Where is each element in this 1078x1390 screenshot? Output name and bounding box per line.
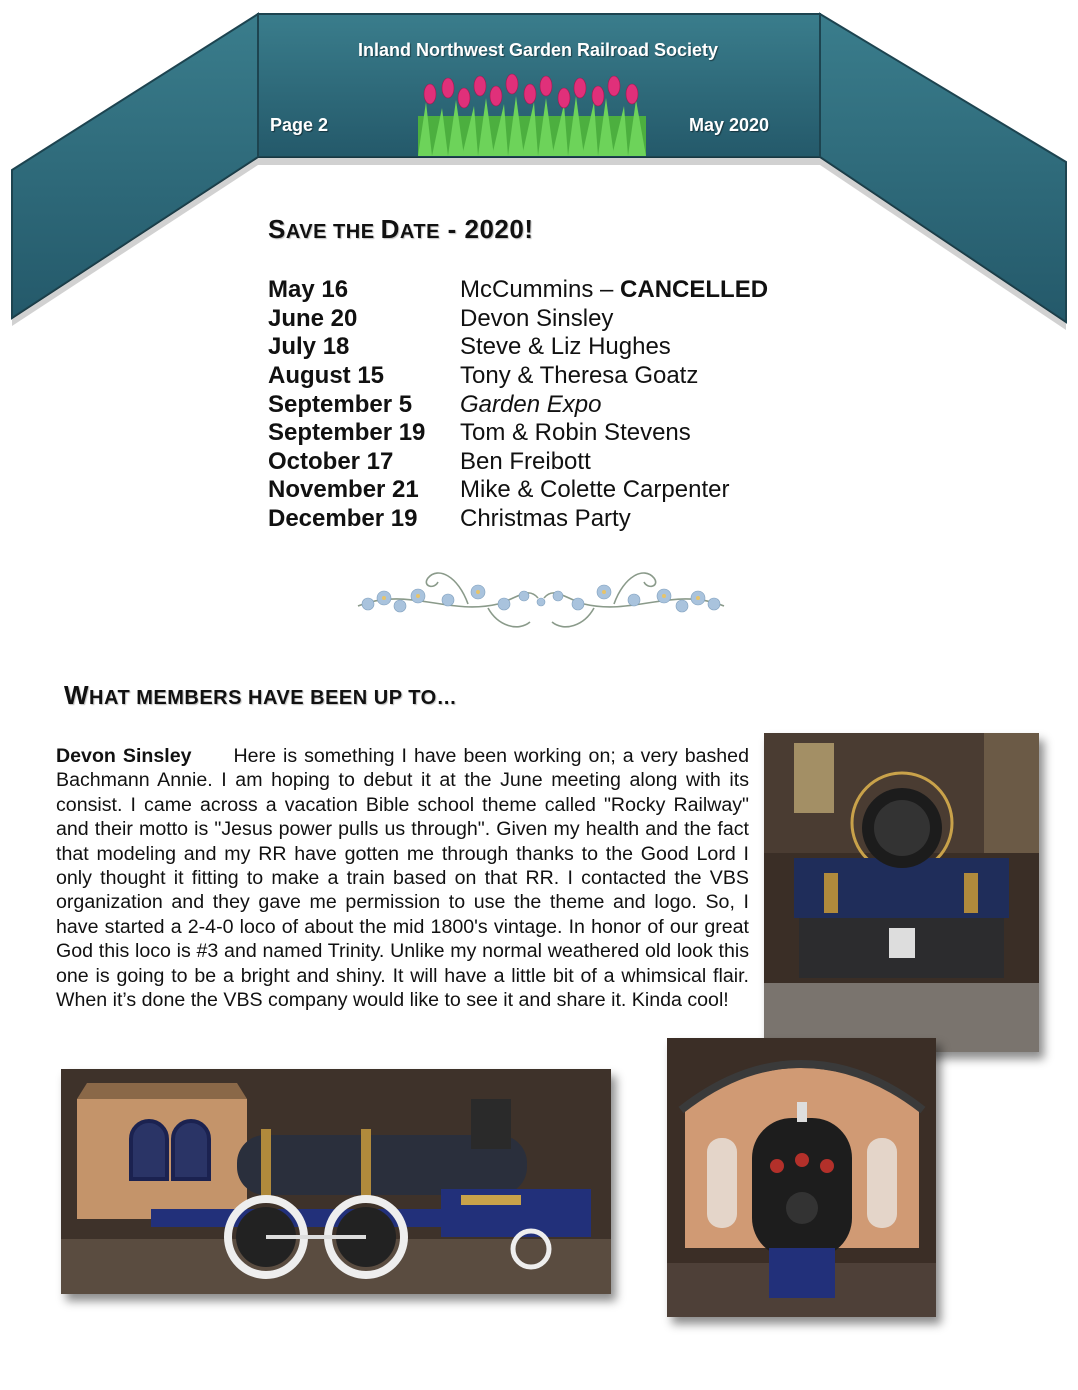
- event-host: Tom & Robin Stevens: [460, 419, 691, 447]
- schedule-row: [268, 476, 828, 505]
- event-date: September 5: [268, 390, 413, 418]
- save-the-date-title: SAVE THE DATE - 2020!: [268, 214, 534, 244]
- event-host: Garden Expo: [460, 390, 602, 418]
- event-host: McCummins – CANCELLED: [460, 276, 769, 304]
- event-date: August 15: [268, 362, 385, 390]
- event-date: November 21: [268, 476, 419, 504]
- locomotive-cab-photo: [667, 1038, 936, 1317]
- schedule-row: [268, 276, 828, 305]
- event-date: June 20: [268, 304, 358, 332]
- tulip-flowers-image: [418, 72, 646, 156]
- event-host: Ben Freibott: [460, 447, 591, 475]
- issue-date: May 2020: [689, 115, 770, 135]
- event-schedule: [268, 276, 828, 533]
- event-host: Christmas Party: [460, 505, 631, 533]
- schedule-row: [268, 333, 828, 362]
- schedule-row: [268, 362, 828, 391]
- event-date: May 16: [268, 276, 349, 304]
- schedule-row: [268, 505, 828, 534]
- schedule-row: [268, 390, 828, 419]
- event-date: December 19: [268, 505, 418, 533]
- member-article: [56, 744, 749, 1012]
- schedule-row: [268, 448, 828, 477]
- article-author: Devon Sinsley: [56, 745, 192, 767]
- schedule-row: [268, 419, 828, 448]
- event-date: October 17: [268, 447, 394, 475]
- event-host: Steve & Liz Hughes: [460, 333, 671, 361]
- society-name: Inland Northwest Garden Railroad Society: [357, 40, 719, 60]
- event-host: Tony & Theresa Goatz: [460, 362, 699, 390]
- floral-divider-ornament: [348, 556, 734, 640]
- article-body: Here is something I have been working on; a very bashed Bachmann Annie. I am hoping to debut it at the June meeting along with its consist. I came across a vacation Bible school theme called "Rocky Railway" and their motto is "Jesus power pulls us through". Given my health and the fact that modeling and my RR have gotten me through thanks to the Good Lord I only thought it fitting to make a train based on that RR. I contacted the VBS organization and they gave me permission to use the theme and logo. So, I have started a 2-4-0 loco of about the mid 1800's vintage. In honor of our great God this loco is #3 and named Trinity. Unlike my normal weathered old look this one is going to be a bright and shiny. It will have a little bit of a whimsical flair. When it’s done the VBS company would like to see it and share it. Kinda cool!: [56, 745, 749, 1012]
- event-host: Devon Sinsley: [460, 304, 614, 332]
- event-host: Mike & Colette Carpenter: [460, 476, 730, 504]
- locomotive-side-photo: [61, 1069, 611, 1294]
- schedule-row: [268, 305, 828, 334]
- page-number: Page 2: [270, 115, 329, 135]
- cancelled-label: CANCELLED: [620, 276, 769, 304]
- event-date: July 18: [268, 333, 350, 361]
- members-section-title: WHAT MEMBERS HAVE BEEN UP TO…: [64, 680, 458, 710]
- event-date: September 19: [268, 419, 426, 447]
- locomotive-front-photo: [764, 733, 1039, 1052]
